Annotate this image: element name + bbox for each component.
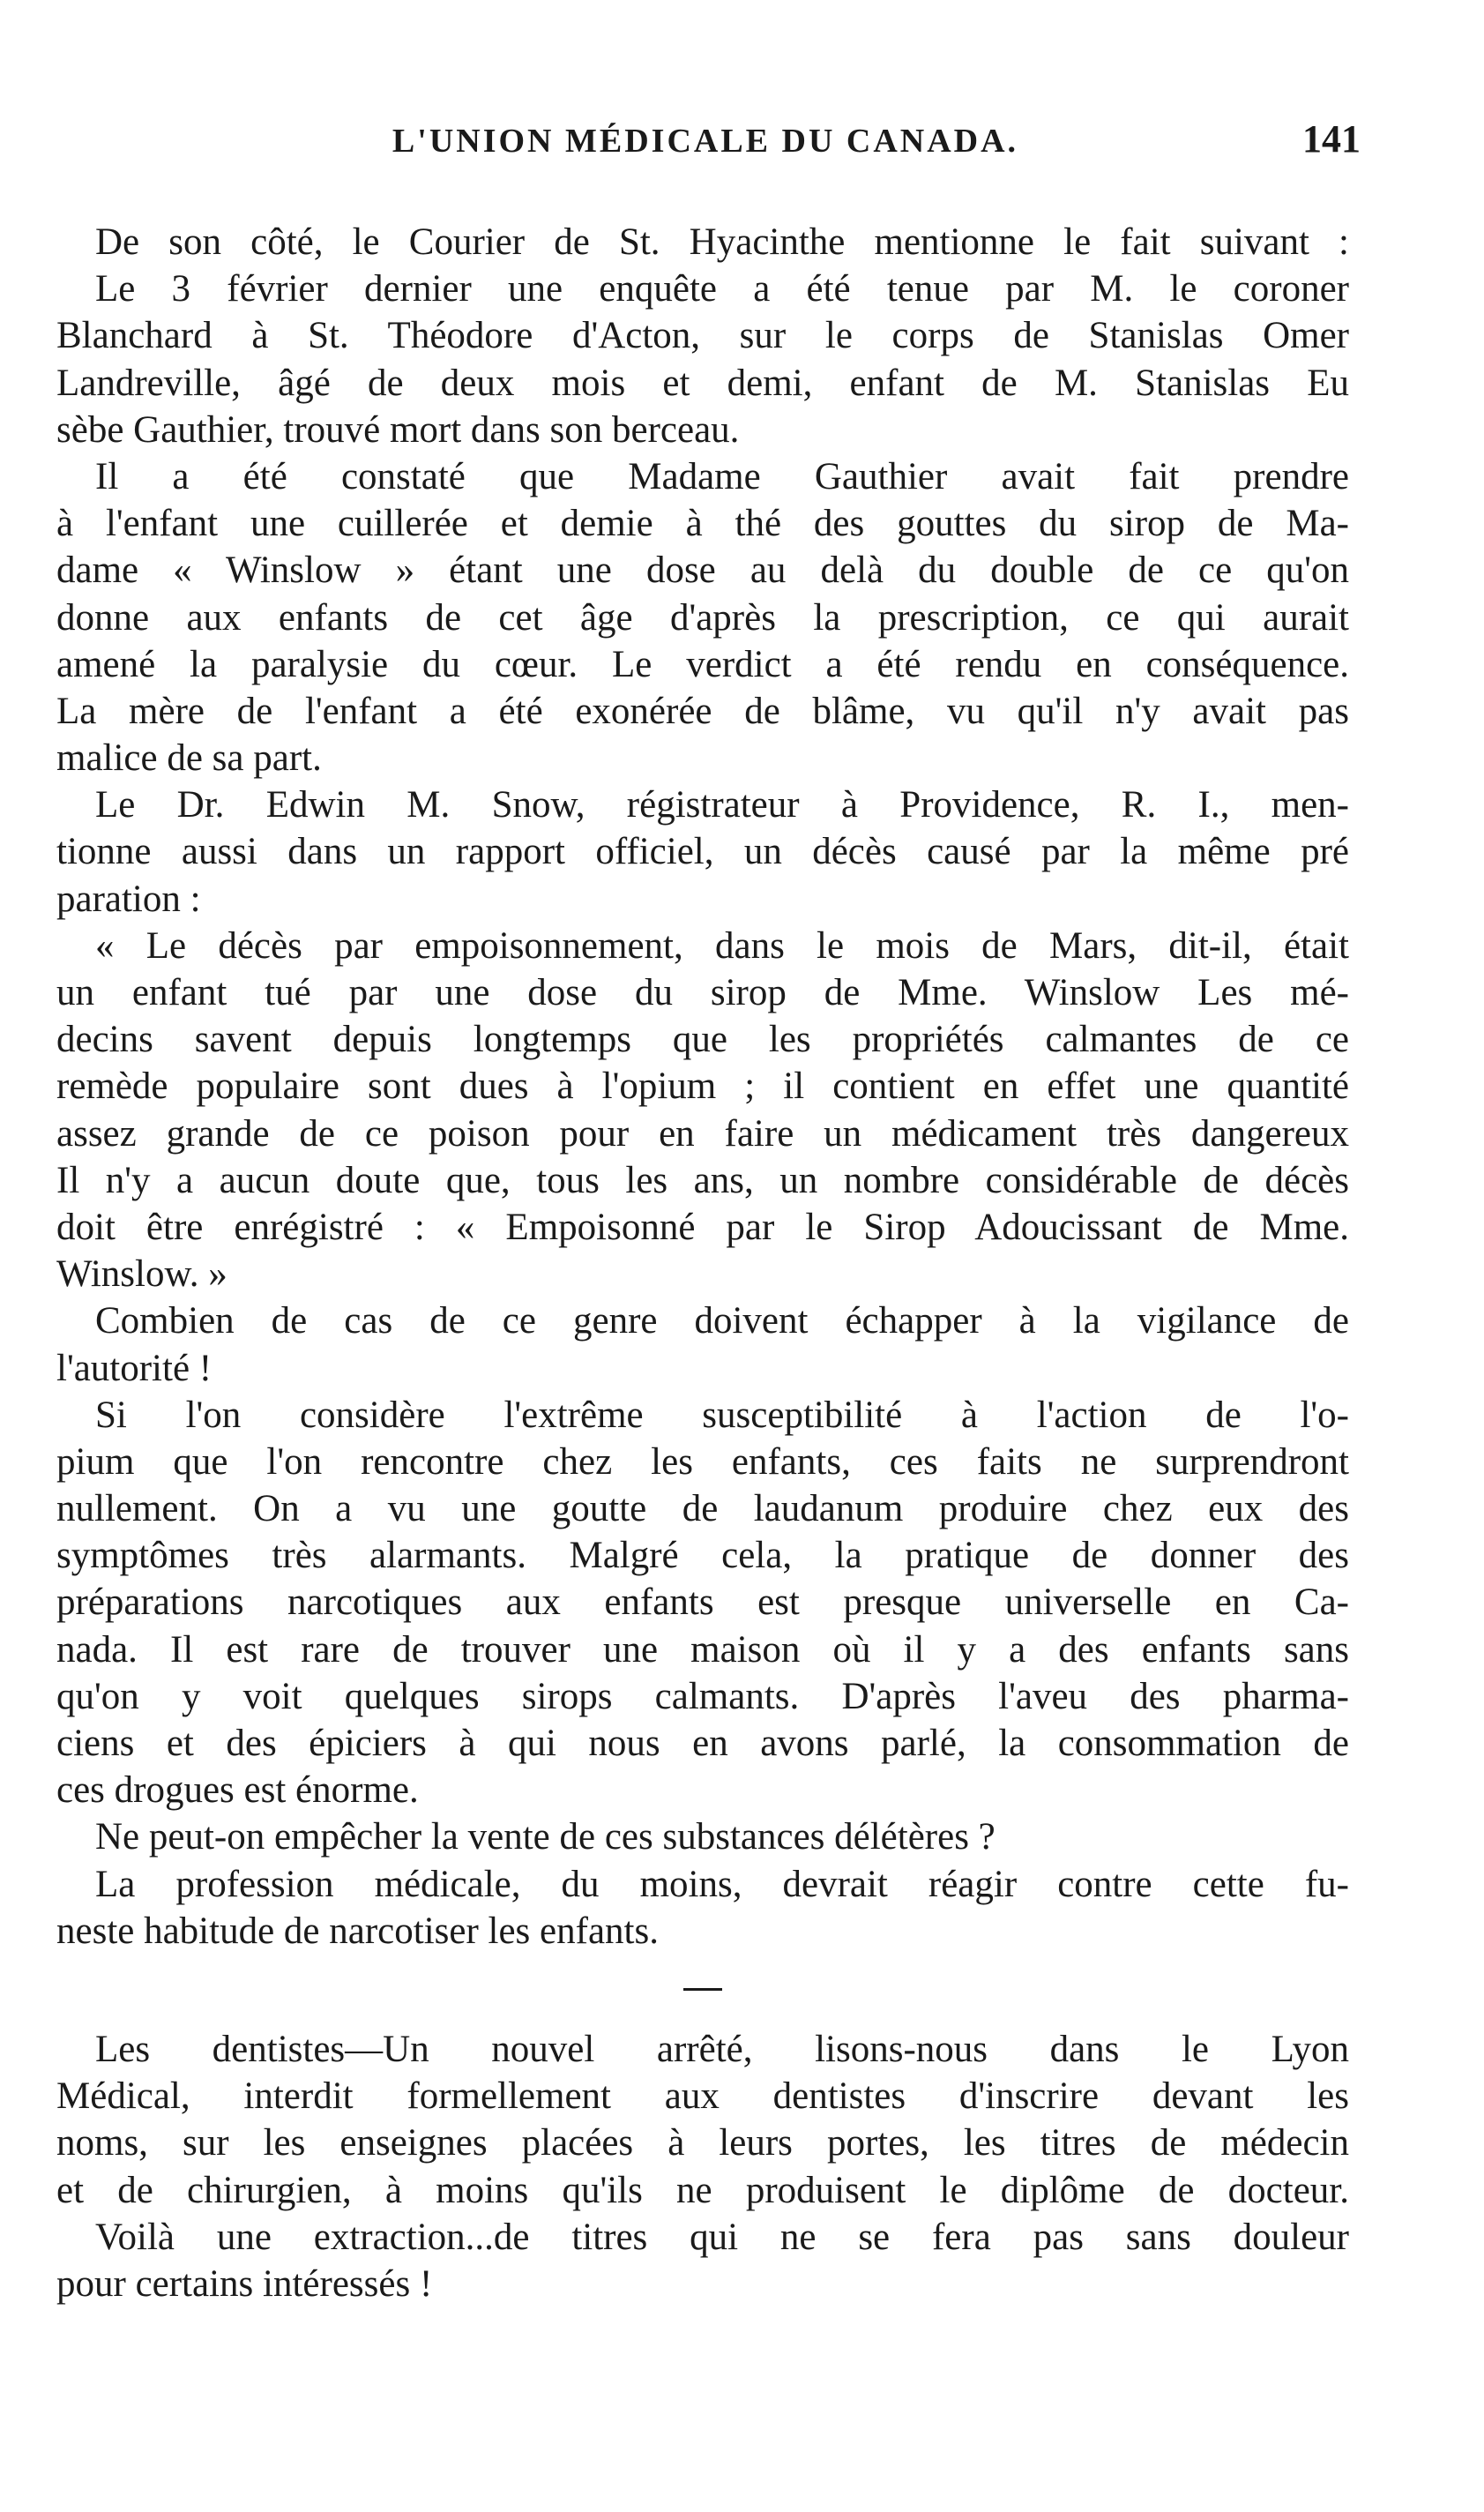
text-line: dame « Winslow » étant une dose au delà du double de ce qu'on xyxy=(56,550,1349,592)
text-line: Voilà une extraction...de titres qui ne se fera pas sans douleur xyxy=(95,2216,1349,2258)
text-line: neste habitude de narcotiser les enfants. xyxy=(56,1910,659,1952)
text-line: Winslow. » xyxy=(56,1253,227,1296)
text-line: qu'on y voit quelques sirops calmants. D'après l'aveu des pharma- xyxy=(56,1675,1349,1717)
article-body xyxy=(56,219,1349,2307)
text-line: doit être enrégistré : « Empoisonné par le Sirop Adoucissant de Mme. xyxy=(56,1206,1349,1248)
text-line: l'autorité ! xyxy=(56,1347,213,1389)
text-line: pour certains intéressés ! xyxy=(56,2262,433,2305)
text-line: Le 3 février dernier une enquête a été tenue par M. le coroner xyxy=(95,268,1349,310)
text-line: nullement. On a vu une goutte de laudanum produire chez eux des xyxy=(56,1488,1349,1530)
text-line: Les dentistes—Un nouvel arrêté, lisons-nous dans le Lyon xyxy=(95,2028,1349,2070)
running-header xyxy=(0,117,1484,175)
section-divider xyxy=(683,1988,722,1991)
text-line: De son côté, le Courier de St. Hyacinthe mentionne le fait suivant : xyxy=(95,221,1349,263)
text-line: tionne aussi dans un rapport officiel, un décès causé par la même pré xyxy=(56,831,1349,873)
text-line: Il a été constaté que Madame Gauthier avait fait prendre xyxy=(95,455,1349,497)
text-line: Ne peut-on empêcher la vente de ces substances délétères ? xyxy=(95,1816,996,1858)
text-line: Si l'on considère l'extrême susceptibilité à l'action de l'o- xyxy=(95,1394,1349,1436)
text-line: amené la paralysie du cœur. Le verdict a été rendu en conséquence. xyxy=(56,643,1349,685)
text-line: symptômes très alarmants. Malgré cela, la pratique de donner des xyxy=(56,1535,1349,1577)
journal-title: L'UNION MÉDICALE DU CANADA. xyxy=(392,123,1019,160)
text-line: nada. Il est rare de trouver une maison où il y a des enfants sans xyxy=(56,1628,1349,1671)
text-line: donne aux enfants de cet âge d'après la prescription, ce qui aurait xyxy=(56,596,1349,639)
text-line: La profession médicale, du moins, devrait réagir contre cette fu- xyxy=(95,1863,1349,1905)
text-line: ciens et des épiciers à qui nous en avons parlé, la consommation de xyxy=(56,1723,1349,1764)
text-line: et de chirurgien, à moins qu'ils ne produisent le diplôme de docteur. xyxy=(56,2169,1349,2211)
text-line: pium que l'on rencontre chez les enfants, ces faits ne surprendront xyxy=(56,1440,1349,1483)
text-line: Le Dr. Edwin M. Snow, régistrateur à Providence, R. I., men- xyxy=(95,784,1349,826)
text-line: noms, sur les enseignes placées à leurs portes, les titres de médecin xyxy=(56,2122,1349,2164)
text-line: « Le décès par empoisonnement, dans le mois de Mars, dit-il, était xyxy=(95,924,1349,967)
text-line: malice de sa part. xyxy=(56,737,322,780)
text-line: decins savent depuis longtemps que les propriétés calmantes de ce xyxy=(56,1019,1349,1061)
text-line: à l'enfant une cuillerée et demie à thé des gouttes du sirop de Ma- xyxy=(56,503,1349,545)
page-number: 141 xyxy=(1302,117,1361,161)
text-line: La mère de l'enfant a été exonérée de blâme, vu qu'il n'y avait pas xyxy=(56,690,1349,732)
text-line: remède populaire sont dues à l'opium ; il contient en effet une quantité xyxy=(56,1065,1349,1108)
text-line: sèbe Gauthier, trouvé mort dans son berceau. xyxy=(56,408,740,451)
text-line: préparations narcotiques aux enfants est presque universelle en Ca- xyxy=(56,1581,1349,1624)
text-line: un enfant tué par une dose du sirop de Mme. Winslow Les mé- xyxy=(56,972,1349,1013)
text-line: paration : xyxy=(56,878,201,920)
text-line: Blanchard à St. Théodore d'Acton, sur le corps de Stanislas Omer xyxy=(56,315,1349,357)
text-line: Combien de cas de ce genre doivent échapper à la vigilance de xyxy=(95,1300,1349,1342)
text-line: Landreville, âgé de deux mois et demi, enfant de M. Stanislas Eu xyxy=(56,362,1349,404)
text-line: Médical, interdit formellement aux dentistes d'inscrire devant les xyxy=(56,2075,1349,2118)
text-line: Il n'y a aucun doute que, tous les ans, un nombre considérable de décès xyxy=(56,1159,1349,1201)
text-line: assez grande de ce poison pour en faire un médicament très dangereux xyxy=(56,1112,1349,1155)
text-line: ces drogues est énorme. xyxy=(56,1769,419,1812)
